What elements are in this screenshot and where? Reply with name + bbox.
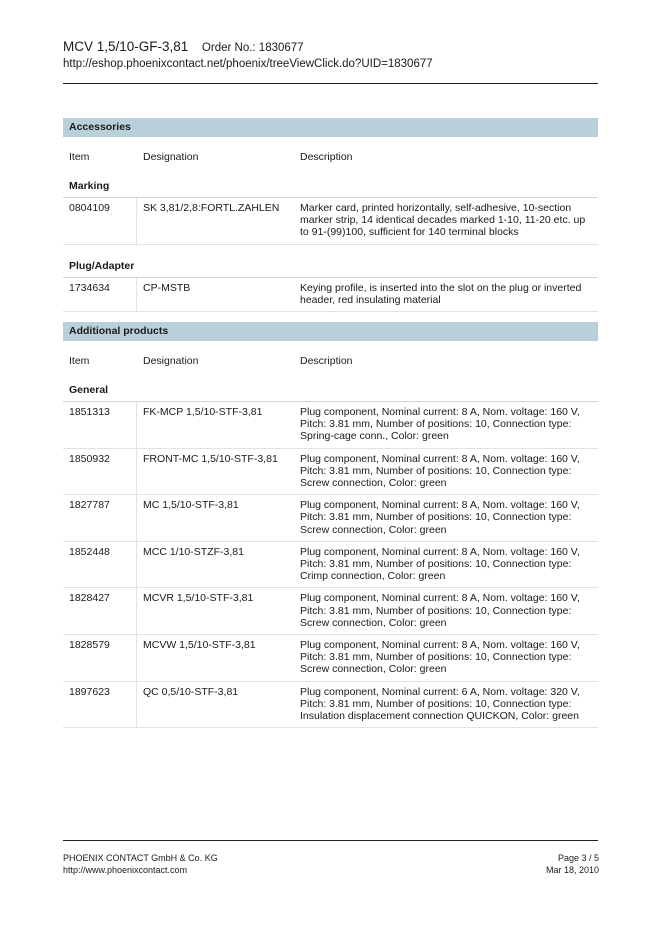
column-item: Item — [69, 355, 90, 368]
item-designation: MC 1,5/10-STF-3,81 — [143, 499, 239, 512]
item-description: Keying profile, is inserted into the slot on the plug or inverted header, red insulating material — [300, 281, 582, 306]
table-row — [63, 402, 598, 449]
item-description: Plug component, Nominal current: 8 A, Nom. voltage: 160 V, Pitch: 3.81 mm, Number of positions: 10, Connection type: Spring-cage conn., Color: green — [300, 406, 580, 443]
plug-adapter-rows — [63, 278, 598, 312]
item-number: 1734634 — [63, 278, 137, 311]
footer-divider — [63, 840, 598, 841]
column-designation: Designation — [143, 355, 199, 368]
title-line — [63, 38, 598, 57]
table-row — [63, 542, 598, 589]
table-row — [63, 198, 598, 245]
item-number: 1850932 — [63, 449, 137, 495]
footer-website[interactable]: http://www.phoenixcontact.com — [63, 864, 188, 875]
item-description: Marker card, printed horizontally, self-adhesive, 10-section marker strip, 14 identical decades marked 1-10, 11-20 etc. up to 91-(99)100, sufficient for 140 terminal blocks — [300, 202, 586, 239]
footer-right — [546, 853, 599, 876]
item-designation: FK-MCP 1,5/10-STF-3,81 — [143, 406, 263, 419]
item-number: 1828427 — [63, 588, 137, 634]
item-number: 0804109 — [63, 198, 137, 244]
marking-rows — [63, 198, 598, 245]
column-description: Description — [300, 355, 353, 368]
footer-company: PHOENIX CONTACT GmbH & Co. KG — [63, 853, 218, 863]
section-additional-products: Additional products — [63, 322, 598, 341]
item-designation: CP-MSTB — [143, 281, 191, 294]
table-row — [63, 278, 598, 312]
header-divider — [63, 83, 598, 84]
item-description: Plug component, Nominal current: 8 A, Nom. voltage: 160 V, Pitch: 3.81 mm, Number of positions: 10, Connection type: Screw connection, Color: green — [300, 499, 580, 536]
main-content — [63, 118, 598, 728]
product-url[interactable]: http://eshop.phoenixcontact.net/phoenix/treeViewClick.do?UID=1830677 — [63, 58, 433, 70]
table-row — [63, 635, 598, 682]
column-headers-additional — [63, 353, 598, 369]
item-number: 1827787 — [63, 495, 137, 541]
product-title: MCV 1,5/10-GF-3,81 — [63, 39, 189, 54]
column-designation: Designation — [143, 151, 199, 163]
item-designation: SK 3,81/2,8:FORTL.ZAHLEN — [143, 202, 280, 214]
group-marking: Marking — [63, 179, 598, 198]
item-designation: FRONT-MC 1,5/10-STF-3,81 — [143, 452, 278, 465]
group-general: General — [63, 383, 598, 402]
general-rows — [63, 402, 598, 728]
column-description: Description — [300, 151, 353, 163]
section-accessories: Accessories — [63, 118, 598, 137]
item-number: 1828579 — [63, 635, 137, 681]
item-description: Plug component, Nominal current: 8 A, Nom. voltage: 160 V, Pitch: 3.81 mm, Number of positions: 10, Connection type: Screw connection, Color: green — [300, 452, 580, 490]
print-date: Mar 18, 2010 — [545, 864, 599, 875]
item-number: 1852448 — [63, 542, 137, 588]
item-designation: QC 0,5/10-STF-3,81 — [143, 685, 239, 698]
table-row — [63, 449, 598, 496]
item-designation: MCC 1/10-STZF-3,81 — [143, 545, 244, 558]
page-header — [63, 38, 598, 72]
footer-left — [63, 853, 218, 876]
item-number: 1897623 — [63, 682, 137, 728]
page-number: Page 3 / 5 — [557, 853, 599, 863]
table-row — [63, 495, 598, 542]
item-description: Plug component, Nominal current: 8 A, Nom. voltage: 160 V, Pitch: 3.81 mm, Number of positions: 10, Connection type: Screw connection, Color: green — [300, 639, 580, 676]
item-description: Plug component, Nominal current: 8 A, Nom. voltage: 160 V, Pitch: 3.81 mm, Number of positions: 10, Connection type: Crimp connection, Color: green — [300, 545, 580, 583]
table-row — [63, 588, 598, 635]
column-item: Item — [69, 151, 90, 163]
item-description: Plug component, Nominal current: 6 A, Nom. voltage: 320 V, Pitch: 3.81 mm, Number of positions: 10, Connection type: Insulation displacement connection QUICKON, Color: green — [300, 685, 580, 723]
group-plug-adapter: Plug/Adapter — [63, 259, 598, 278]
item-designation: MCVR 1,5/10-STF-3,81 — [143, 592, 254, 605]
order-number: Order No.: 1830677 — [201, 42, 304, 54]
column-headers-accessories — [63, 149, 598, 165]
item-designation: MCVW 1,5/10-STF-3,81 — [143, 639, 256, 652]
item-number: 1851313 — [63, 402, 137, 448]
table-row — [63, 682, 598, 729]
item-description: Plug component, Nominal current: 8 A, Nom. voltage: 160 V, Pitch: 3.81 mm, Number of positions: 10, Connection type: Screw connection, Color: green — [300, 592, 580, 629]
